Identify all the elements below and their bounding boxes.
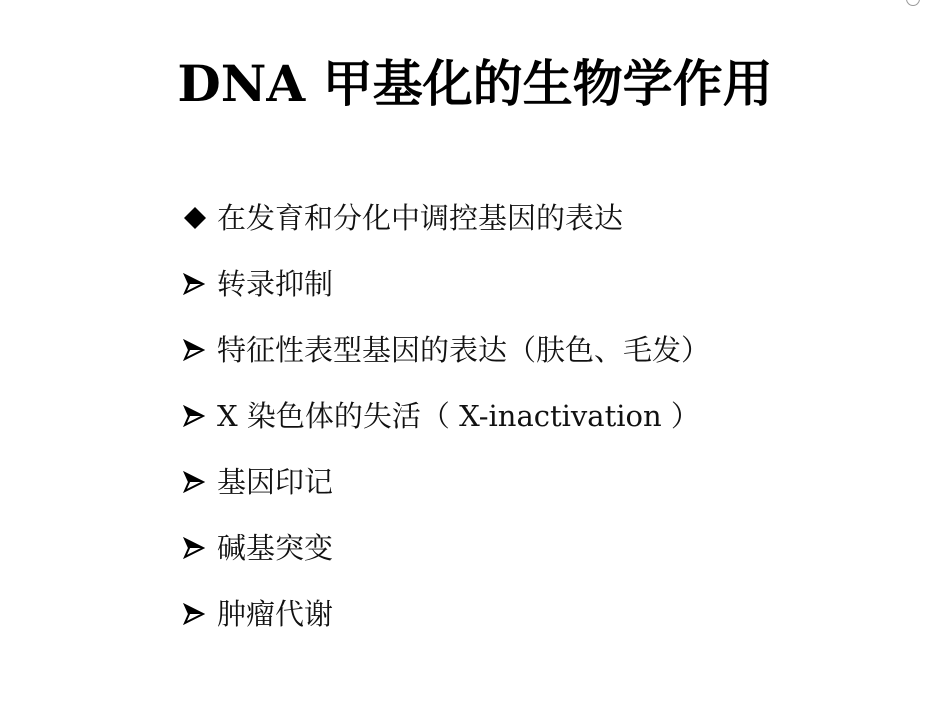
list-item [183,515,710,581]
list-item-text: X 染色体的失活（ X-inactivation ） [217,399,700,433]
list-item [183,185,710,251]
list-item-text: 转录抑制 [217,267,334,301]
arrow-bullet-icon [183,339,217,361]
list-item-text: 在发育和分化中调控基因的表达 [217,201,624,235]
arrow-bullet-icon [183,471,217,493]
bullet-list [183,185,710,647]
arrow-bullet-icon [183,603,217,625]
arrow-bullet-icon [183,405,217,427]
arrow-bullet-icon [183,273,217,295]
list-item-text: 肿瘤代谢 [217,597,334,631]
arrow-bullet-icon [183,537,217,559]
list-item-text: 基因印记 [217,465,334,499]
list-item [183,383,710,449]
diamond-bullet-icon [183,206,217,230]
list-item [183,581,710,647]
list-item-text: 特征性表型基因的表达（肤色、毛发） [217,333,711,367]
circle-icon [906,0,920,6]
list-item [183,449,710,515]
slide-title: DNA 甲基化的生物学作用 [177,54,773,113]
list-item [183,251,710,317]
list-item [183,317,710,383]
list-item-text: 碱基突变 [217,531,334,565]
